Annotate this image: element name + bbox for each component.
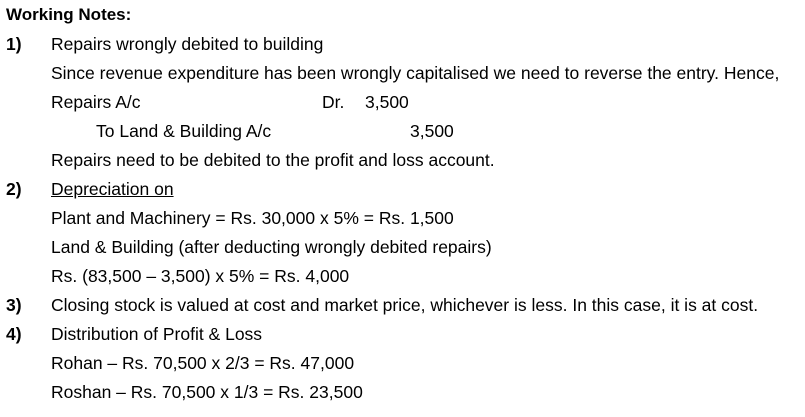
note-1-after: Repairs need to be debited to the profit and loss account. xyxy=(51,150,495,170)
heading: Working Notes: xyxy=(6,5,132,24)
note-2-line-3: Rs. (83,500 – 3,500) x 5% = Rs. 4,000 xyxy=(51,266,350,286)
note-1-number: 1) xyxy=(6,34,22,54)
note-1-line-1: Since revenue expenditure has been wrongly capitalised we need to reverse the entry. Hence, xyxy=(51,63,780,83)
note-4-line-1: Rohan – Rs. 70,500 x 2/3 = Rs. 47,000 xyxy=(51,353,355,373)
journal-debit-amount: 3,500 xyxy=(365,92,409,112)
note-2-line-2: Land & Building (after deducting wrongly debited repairs) xyxy=(51,237,492,257)
note-4-number: 4) xyxy=(6,324,22,344)
note-2-number: 2) xyxy=(6,179,22,199)
note-4-line-2: Roshan – Rs. 70,500 x 1/3 = Rs. 23,500 xyxy=(51,382,363,402)
note-3-number: 3) xyxy=(6,295,22,315)
journal-debit-account: Repairs A/c xyxy=(51,92,141,112)
note-2-title: Depreciation on xyxy=(51,179,174,199)
note-3-title: Closing stock is valued at cost and market price, whichever is less. In this case, it is at cost. xyxy=(51,295,759,315)
note-1-title: Repairs wrongly debited to building xyxy=(51,34,324,54)
journal-credit-account: To Land & Building A/c xyxy=(96,121,272,141)
journal-dr-label: Dr. xyxy=(322,92,345,112)
journal-credit-amount: 3,500 xyxy=(410,121,454,141)
note-4-title: Distribution of Profit & Loss xyxy=(51,324,263,344)
note-2-line-1: Plant and Machinery = Rs. 30,000 x 5% = Rs. 1,500 xyxy=(51,208,454,228)
